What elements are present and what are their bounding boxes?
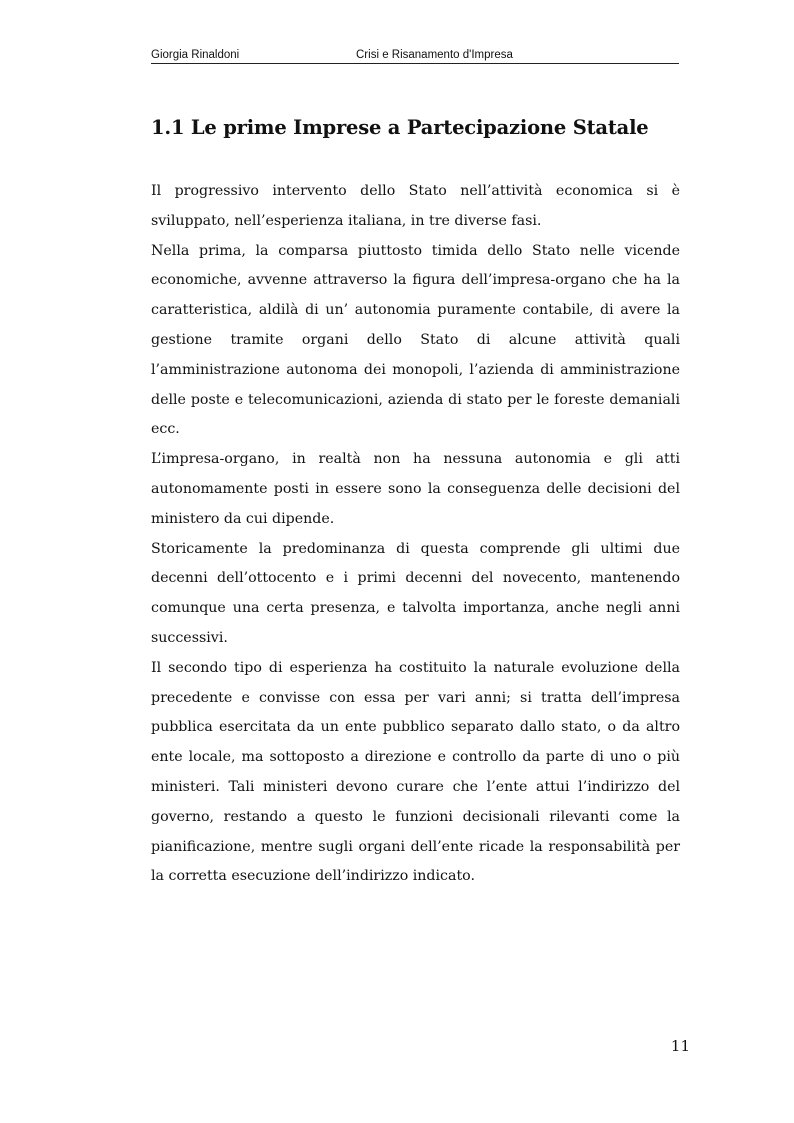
paragraph-3: L’impresa-organo, in realtà non ha nessuna autonomia e gli atti autonomamente posti in essere sono la conseguenza delle decisioni del ministero da cui dipende. xyxy=(151,451,680,527)
page-number: 11 xyxy=(670,1037,690,1055)
section-title: 1.1 Le prime Imprese a Partecipazione Statale xyxy=(151,116,649,139)
header-author: Giorgia Rinaldoni xyxy=(151,49,240,61)
paragraph-5: Il secondo tipo di esperienza ha costituito la naturale evoluzione della precedente e convisse con essa per vari anni; si tratta dell’impresa pubblica esercitata da un ente pubblico separato dallo stato, o da altro ente locale, ma sottoposto a direzione e controllo da parte di uno o più ministeri. Tali ministeri devono curare che l’ente attui l’indirizzo del governo, restando a questo le funzioni decisionali rilevanti come la pianificazione, mentre sugli organi dell’ente ricade la responsabilità per la corretta esecuzione dell’indirizzo indicato. xyxy=(151,659,680,885)
paragraph-1: Il progressivo intervento dello Stato nell’attività economica si è sviluppato, nell’esperienza italiana, in tre diverse fasi. xyxy=(151,183,680,229)
running-header xyxy=(151,47,679,64)
header-document-title: Crisi e Risanamento d'Impresa xyxy=(356,49,513,61)
paragraph-4: Storicamente la predominanza di questa comprende gli ultimi due decenni dell’ottocento e i primi decenni del novecento, mantenendo comunque una certa presenza, e talvolta importanza, anche negli anni successivi. xyxy=(151,540,680,646)
paragraph-2: Nella prima, la comparsa piuttosto timida dello Stato nelle vicende economiche, avvenne attraverso la figura dell’impresa-organo che ha la caratteristica, aldilà di un’ autonomia puramente contabile, di avere la gestione tramite organi dello Stato di alcune attività quali l’amministrazione autonoma dei monopoli, l’azienda di amministrazione delle poste e telecomunicazioni, azienda di stato per le foreste demaniali ecc. xyxy=(151,242,680,438)
body-text xyxy=(151,177,680,892)
